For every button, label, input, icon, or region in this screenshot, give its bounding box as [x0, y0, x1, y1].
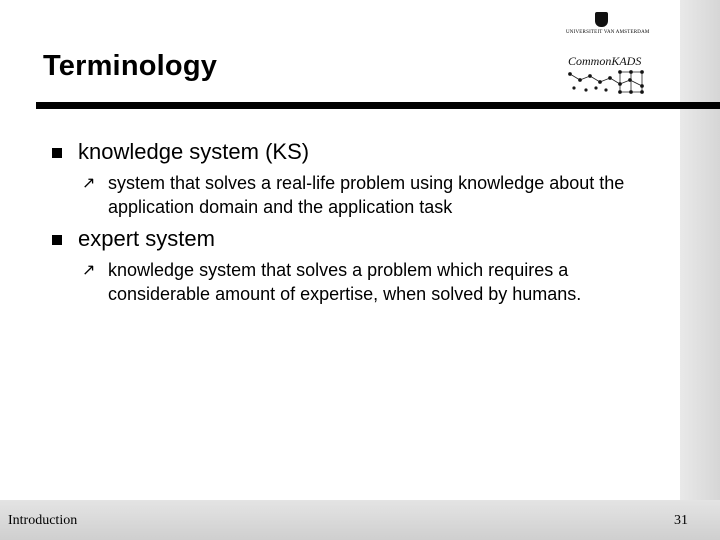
sub-bullet-text: knowledge system that solves a problem which requires a considerable amount of expertise, when solved by humans. — [108, 260, 582, 304]
bullet-square-icon — [52, 235, 62, 245]
bullet-square-icon — [52, 148, 62, 158]
right-border-bar — [680, 0, 720, 540]
sub-bullet-arrow-icon: ↗ — [82, 175, 96, 192]
bottom-border-bar — [0, 500, 720, 540]
slide-title: Terminology — [43, 50, 218, 82]
footer-section-label: Introduction — [8, 513, 78, 528]
shield-icon — [595, 12, 608, 27]
sub-bullet-arrow-icon: ↗ — [82, 262, 96, 279]
university-logo — [566, 12, 650, 38]
network-icon — [566, 68, 648, 94]
commonkads-logo — [566, 54, 648, 96]
page-number: 31 — [674, 513, 688, 528]
title-divider — [36, 102, 720, 109]
university-logo-text: UNIVERSITEIT VAN AMSTERDAM — [566, 30, 650, 35]
bullet-item-text: expert system — [78, 226, 215, 251]
bullet-item-text: knowledge system (KS) — [78, 139, 310, 164]
sub-bullet-text: system that solves a real-life problem using knowledge about the application domain and the application task — [108, 173, 625, 217]
commonkads-logo-text: CommonKADS — [568, 54, 642, 68]
